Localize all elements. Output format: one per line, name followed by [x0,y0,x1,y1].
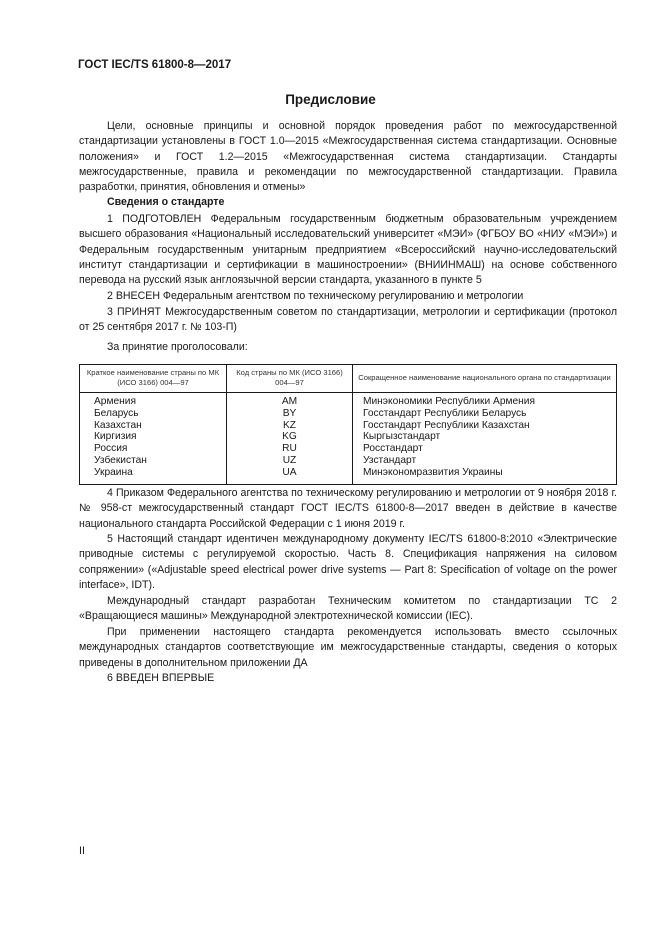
country-cell: Киргизия [80,431,227,443]
authority-cell: Кыргызстандарт [353,431,617,443]
item-1-paragraph: 1 ПОДГОТОВЛЕН Федеральным государственным бюджетным образовательным учреждением высшего образования «Национальный исследовательский университет «МЭИ» (ФГБОУ ВО «НИУ «МЭИ») и Федеральным государственным унитарным предприятием «Всероссийский научно-исследовательский институт стандартизации и сертификации в машиностроении» (ВНИИНМАШ) на основе собственного перевода на русский язык англоязычной версии стандарта, указанного в пункте 5 [79,213,617,287]
code-cell: RU [227,443,353,455]
item-5-committee-paragraph: Международный стандарт разработан Техническим комитетом по стандартизации ТС 2 «Вращающиеся машины» Международной электротехнической комиссии (IEC). [79,595,617,623]
country-cell: Узбекистан [80,455,227,467]
item-5-paragraph: 5 Настоящий стандарт идентичен международному документу IEC/TS 61800-8:2010 «Электрические приводные системы с регулируемой скоростью. Часть 8. Спецификация напряжения на силовом сопряжении» («Adjustable speed electrical power drive systems — Part 8: Specification of voltage on the power interface», IDT). [79,533,617,591]
item-2-paragraph: 2 ВНЕСЕН Федеральным агентством по техническому регулированию и метрологии [107,290,524,302]
item-6-paragraph: 6 ВВЕДЕН ВПЕРВЫЕ [107,672,215,684]
section-title: Сведения о стандарте [107,196,225,208]
table-header-authority: Сокращенное наименование национального органа по стандартизации [353,365,617,393]
country-cell: Украина [80,467,227,484]
authority-cell: Минэкономразвития Украины [353,467,617,484]
authority-cell: Росстандарт [353,443,617,455]
table-row [80,408,617,420]
table-row [80,467,617,484]
page-title: Предисловие [285,92,376,107]
item-3-paragraph: 3 ПРИНЯТ Межгосударственным советом по стандартизации, метрологии и сертификации (протокол от 25 сентября 2017 г. № 103-П) [79,306,617,334]
authority-cell: Госстандарт Республики Казахстан [353,420,617,432]
table-header-row [80,365,617,393]
table-row [80,420,617,432]
table-row [80,393,617,408]
item-4-paragraph: 4 Приказом Федерального агентства по техническому регулированию и метрологии от 9 ноября 2018 г. № 958-ст межгосударственный стандарт ГОСТ IEC/TS 61800-8—2017 введен в действие в качестве национального стандарта Российской Федерации с 1 июня 2019 г. [79,487,617,530]
authority-cell: Минэкономики Республики Армения [353,393,617,408]
table-row [80,455,617,467]
code-cell: UZ [227,455,353,467]
country-cell: Россия [80,443,227,455]
table-header-country: Краткое наименование страны по МК (ИСО 3166) 004—97 [80,365,227,393]
code-cell: BY [227,408,353,420]
table-header-code: Код страны по МК (ИСО 3166) 004—97 [227,365,353,393]
code-cell: AM [227,393,353,408]
code-cell: KG [227,431,353,443]
code-cell: UA [227,467,353,484]
votes-table [79,364,617,485]
table-row [80,431,617,443]
votes-intro: За принятие проголосовали: [107,341,248,353]
code-cell: KZ [227,420,353,432]
item-5-application-paragraph: При применении настоящего стандарта рекомендуется использовать вместо ссылочных международных стандартов соответствующие им межгосударственные стандарты, сведения о которых приведены в дополнительном приложении ДА [79,626,617,669]
country-cell: Армения [80,393,227,408]
page-number: II [79,845,85,857]
country-cell: Казахстан [80,420,227,432]
authority-cell: Узстандарт [353,455,617,467]
document-code-header: ГОСТ IEC/TS 61800-8—2017 [78,59,232,71]
country-cell: Беларусь [80,408,227,420]
intro-paragraph: Цели, основные принципы и основной порядок проведения работ по межгосударственной стандартизации установлены в ГОСТ 1.0—2015 «Межгосударственная система стандартизации. Основные положения» и ГОСТ 1.2—2015 «Межгосударственная система стандартизации. Стандарты межгосударственные, правила и рекомендации по межгосударственной стандартизации. Правила разработки, принятия, обновления и отмены» [79,120,617,194]
table-row [80,443,617,455]
authority-cell: Госстандарт Республики Беларусь [353,408,617,420]
